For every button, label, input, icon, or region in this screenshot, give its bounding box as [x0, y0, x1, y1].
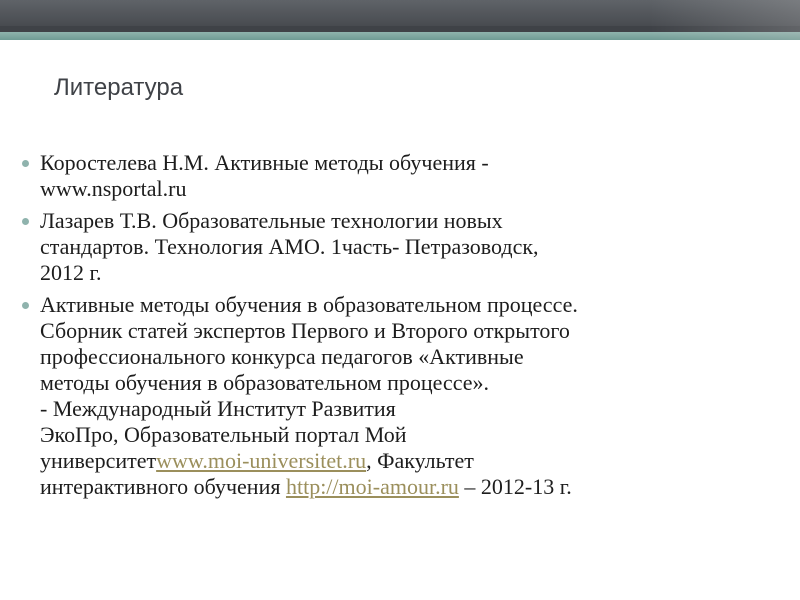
- reference-text: Коростелева Н.М. Активные методы обучения -: [40, 150, 489, 175]
- moi-universitet-link[interactable]: www.moi-universitet.ru: [156, 448, 367, 473]
- reference-text: Сборник статей экспертов Первого и Второго открытого: [40, 318, 570, 343]
- reference-text: профессионального конкурса педагогов «Активные: [40, 344, 524, 369]
- moi-amour-link[interactable]: http://moi-amour.ru: [285, 474, 459, 499]
- reference-item: [20, 150, 780, 202]
- reference-text: ЭкоПро, Образовательный портал Мой: [40, 422, 407, 447]
- reference-text: Лазарев Т.В. Образовательные технологии новых: [40, 208, 503, 233]
- reference-text: , Факультет: [366, 448, 474, 473]
- reference-text: методы обучения в образовательном процессе».: [40, 370, 489, 395]
- reference-text: стандартов. Технология АМО. 1часть- Петразоводск,: [40, 234, 539, 259]
- bullet-icon: [22, 302, 29, 309]
- reference-list: [20, 150, 780, 506]
- bullet-icon: [22, 218, 29, 225]
- header-highlight: [650, 0, 800, 40]
- reference-text: 2012 г.: [40, 260, 102, 285]
- reference-text: – 2012-13 г.: [458, 474, 572, 499]
- bullet-icon: [22, 160, 29, 167]
- reference-item: [20, 292, 780, 500]
- reference-text: университет: [40, 448, 157, 473]
- slide-title: Литература: [54, 74, 184, 101]
- reference-text: Активные методы обучения в образовательном процессе.: [40, 292, 578, 317]
- reference-text: - Международный Институт Развития: [40, 396, 396, 421]
- reference-text: интерактивного обучения: [40, 474, 286, 499]
- reference-item: [20, 208, 780, 286]
- reference-text: www.nsportal.ru: [40, 176, 187, 201]
